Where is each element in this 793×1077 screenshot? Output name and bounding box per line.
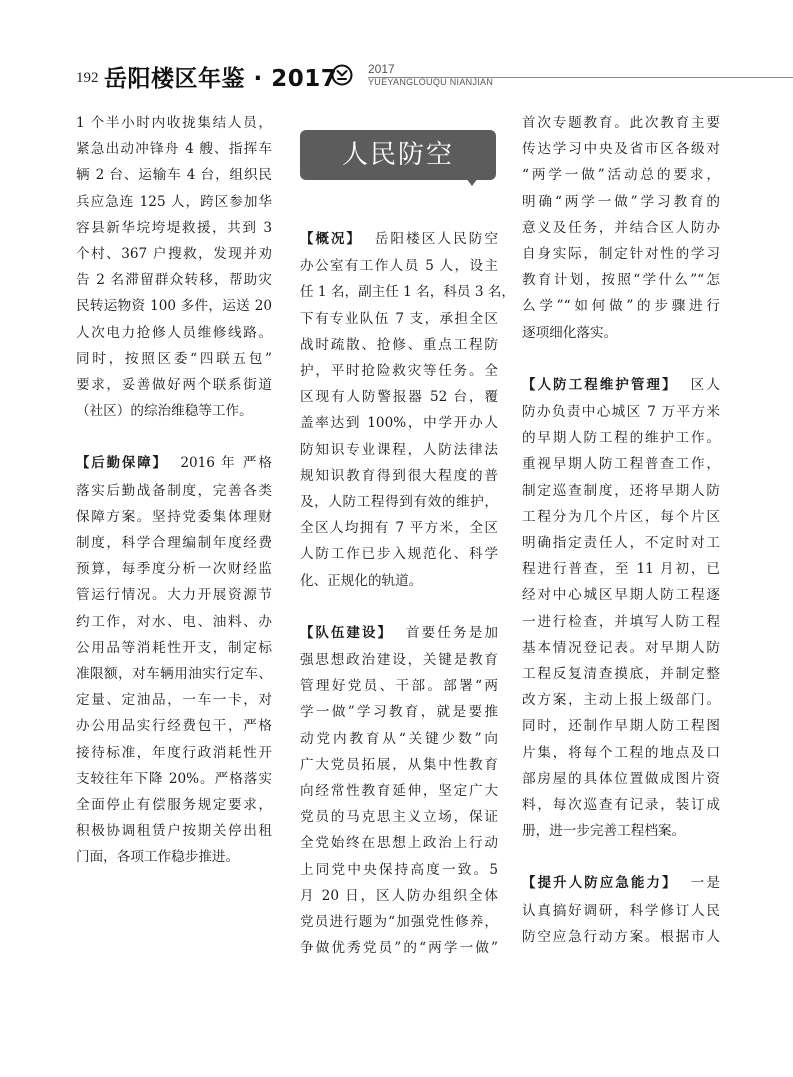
header-year: 2017 (368, 62, 395, 76)
page-number: 192 (76, 70, 99, 86)
overview-first-line: 【概况】 岳阳楼区人民防空 (300, 231, 499, 247)
logistics-paragraph (76, 450, 272, 870)
text-line: 向经常性教育延伸，坚定广大 (300, 783, 498, 800)
maintenance-heading: 【人防工程维护管理】 (522, 377, 678, 393)
text-line: 的早期人防工程的维护工作。 (522, 430, 720, 447)
text-line: 办公室有工作人员 5 人，设主 (300, 258, 498, 275)
text-line: 约工作，对水、电、油料、办 (76, 613, 272, 630)
text-line: 教育计划，按照“学什么”“怎 (522, 272, 720, 289)
text-line: 化、正规化的轨道。 (300, 572, 423, 589)
text-line: 容县新华垸垮堤救援，共到 3 (76, 219, 272, 236)
text-line: 定量、定油品，一车一卡，对 (76, 692, 272, 709)
text-line: 下有专业队伍 7 支，承担全区 (300, 310, 498, 327)
column-3 (522, 110, 720, 950)
text-line: 广大党员拓展，从集中性教育 (300, 756, 498, 773)
text-line: 自身实际，制定针对性的学习 (522, 246, 720, 263)
text-line: 及，人防工程得到有效的维护， (300, 494, 498, 511)
text-line: 制度，科学合理编制年度经费 (76, 535, 272, 552)
text-line: 规知识教育得到很大程度的普 (300, 467, 498, 484)
text-line: 么学”“如何做”的步骤进行 (522, 298, 720, 315)
text-line: 同时，按照区委“四联五包” (76, 350, 272, 367)
circled-down-arrow-icon (331, 64, 353, 86)
text-line: 同时，还制作早期人防工程图 (522, 718, 720, 735)
team-building-paragraph (300, 620, 498, 962)
text-line: 盖率达到 100%，中学开办人 (300, 415, 498, 432)
text-line: 学一做”学习教育，就是要推 (300, 704, 498, 721)
text-line: 兵应急连 125 人，跨区参加华 (76, 193, 272, 210)
text-line: 争做优秀党员”的“两学一做” (300, 940, 498, 957)
text-line: “两学一做”活动总的要求， (522, 167, 720, 184)
text-line: 告 2 名滞留群众转移，帮助灾 (76, 272, 272, 289)
text-line: 明确指定责任人，不定时对工 (522, 535, 720, 552)
column-1 (76, 110, 272, 871)
team-heading: 【队伍建设】 (300, 625, 394, 641)
text-line: 党员进行题为“加强党性修养， (300, 914, 498, 931)
text-line: 战时疏散、抢修、重点工程防 (300, 336, 498, 353)
maintenance-first-line: 【人防工程维护管理】 区人 (522, 376, 721, 393)
text-line: 全面停止有偿服务规定要求， (76, 797, 272, 814)
emergency-heading: 【提升人防应急能力】 (522, 876, 678, 892)
text-line: 要求，妥善做好两个联系街道 (76, 377, 272, 394)
text-line: 落实后勤战备制度，完善各类 (76, 482, 272, 499)
text-line: （社区）的综治维稳等工作。 (76, 403, 253, 420)
text-line: 明确“两学一做”学习教育的 (522, 193, 720, 210)
text-line: 支较往年下降 20%。严格落实 (76, 770, 272, 787)
text-line: 公用品等消耗性开支，制定标 (76, 639, 272, 656)
text-line: 人次电力抢修人员维修线路。 (76, 324, 272, 341)
text-line: 片集，将每个工程的地点及口 (522, 744, 720, 761)
text-line: 个村、367 户搜救，发现并劝 (76, 246, 272, 263)
text-line: 党员的马克思主义立场，保证 (300, 809, 498, 826)
text-line: 防空应急行动方案。根据市人 (522, 928, 720, 945)
text-line: 民转运物资 100 多件，运送 20 (76, 298, 272, 315)
text-line: 防知识专业课程，人防法律法 (300, 441, 498, 458)
text-line: 册，进一步完善工程档案。 (522, 823, 686, 840)
text-line: 准限额，对车辆用油实行定车、 (76, 666, 272, 683)
header-pinyin: YUEYANGLOUQU NIANJIAN (368, 77, 494, 87)
continued-paragraph (76, 110, 272, 424)
column-2 (300, 226, 515, 961)
text-line: 全区人均拥有 7 平方米，全区 (300, 520, 498, 537)
text-line: 制定巡查制度，还将早期人防 (522, 482, 720, 499)
text-line: 逐项细化落实。 (522, 324, 618, 341)
text-line: 传达学习中央及省市区各级对 (522, 141, 720, 158)
text-line: 上同党中央保持高度一致。5 (300, 861, 498, 878)
text-line: 工程反复清查摸底，并制定整 (522, 666, 720, 683)
text-line: 工程分为几个片区，每个片区 (522, 508, 720, 525)
text-line: 门面，各项工作稳步推进。 (76, 849, 240, 866)
emergency-first-line: 【提升人防应急能力】 一是 (522, 875, 721, 892)
text-line: 接待标准，年度行政消耗性开 (76, 744, 272, 761)
emergency-paragraph (522, 870, 720, 950)
text-line: 一进行检查，并填写人防工程 (522, 613, 720, 630)
text-line: 改方案，主动上报上级部门。 (522, 692, 720, 709)
text-line: 紧急出动冲锋舟 4 艘、指挥车 (76, 141, 272, 158)
text-line: 辆 2 台、运输车 4 台，组织民 (76, 167, 272, 184)
text-line: 料，每次巡查有记录，装订成 (522, 797, 720, 814)
continued-paragraph-col3 (522, 110, 720, 346)
text-line: 管运行情况。大力开展资源节 (76, 587, 272, 604)
book-title: 岳阳楼区年鉴 · 2017 (104, 66, 338, 92)
logistics-first-line: 【后勤保障】 2016 年 严格 (76, 455, 272, 472)
text-line: 1 个半小时内收拢集结人员， (76, 115, 272, 131)
overview-paragraph (300, 226, 515, 594)
text-line: 动党内教育从“关键少数”向 (300, 730, 498, 747)
text-line: 程进行普查，至 11 月初，已 (522, 561, 720, 578)
text-line: 护，平时抢险救灾等任务。全 (300, 363, 498, 380)
text-line: 经对中心城区早期人防工程逐 (522, 587, 720, 604)
text-line: 任 1 名，副主任 1 名，科员 3 名， (300, 284, 515, 301)
text-line: 人防工作已步入规范化、科学 (300, 546, 498, 563)
text-line: 预算，每季度分析一次财经监 (76, 561, 272, 578)
team-first-line: 【队伍建设】 首要任务是加 (300, 624, 499, 641)
text-line: 意义及任务，并结合区人防办 (522, 219, 720, 236)
text-line: 保障方案。坚持党委集体理财 (76, 508, 272, 525)
text-line: 重视早期人防工程普查工作， (522, 456, 720, 473)
page-header (0, 0, 793, 100)
text-line: 办公用品实行经费包干，严格 (76, 718, 272, 735)
text-line: 认真搞好调研，科学修订人民 (522, 902, 720, 919)
text-line: 管理好党员、干部。部署“两 (300, 678, 498, 695)
text-line: 基本情况登记表。对早期人防 (522, 639, 720, 656)
text-line: 积极协调租赁户按期关停出租 (76, 823, 272, 840)
maintenance-paragraph (522, 372, 720, 845)
section-title: 人民防空 (341, 140, 454, 170)
text-line: 强思想政治建设，关键是教育 (300, 652, 498, 669)
text-line: 月 20 日，区人防办组织全体 (300, 887, 498, 904)
text-line: 防办负责中心城区 7 万平方米 (522, 404, 720, 421)
overview-heading: 【概况】 (300, 232, 362, 247)
text-line: 全党始终在思想上政治上行动 (300, 835, 498, 852)
text-line: 区现有人防警报器 52 台，覆 (300, 389, 498, 406)
logistics-heading: 【后勤保障】 (76, 456, 168, 472)
text-line: 首次专题教育。此次教育主要 (522, 115, 720, 131)
text-line: 部房屋的具体位置做成图片资 (522, 770, 720, 787)
